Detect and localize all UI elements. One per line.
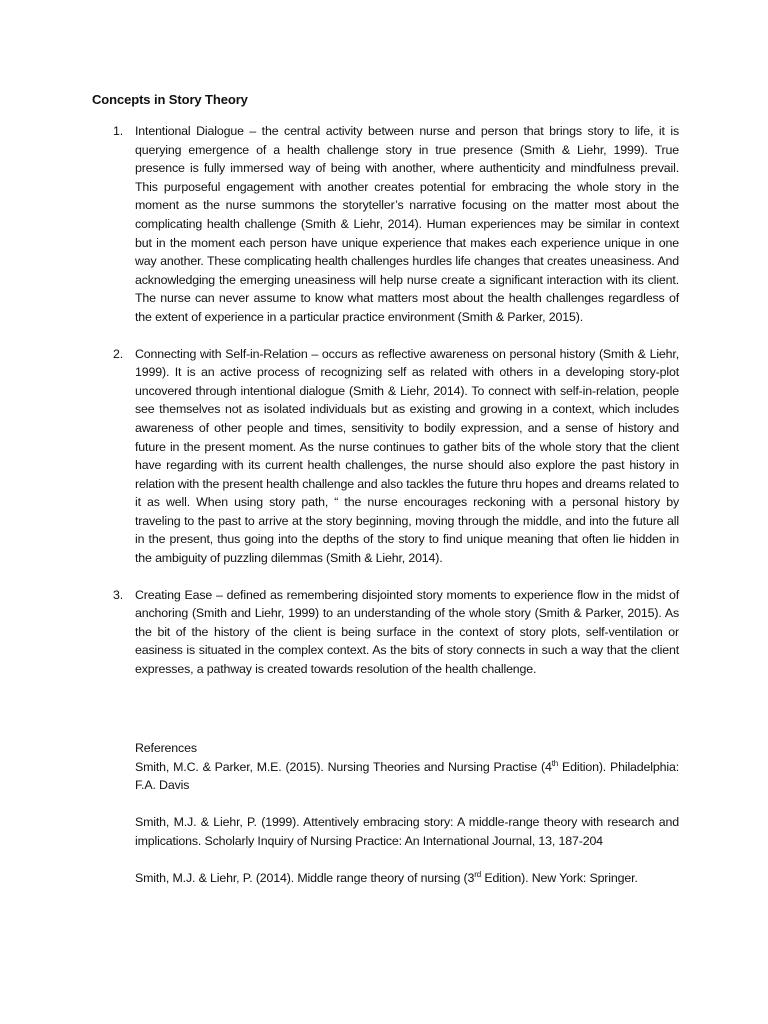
reference-text: Smith, M.C. & Parker, M.E. (2015). Nursing Theories and Nursing Practise (4 bbox=[135, 759, 552, 774]
references-heading: References bbox=[135, 741, 197, 755]
item-number: 2. bbox=[113, 346, 124, 361]
list-item bbox=[113, 345, 679, 568]
list-item bbox=[113, 586, 679, 679]
list-item bbox=[113, 122, 679, 327]
reference-text: Smith, M.J. & Liehr, P. (1999). Attentively embracing story: A middle-range theory with research and implications. Scholarly Inquiry of Nursing Practice: An International Journal, 13, 187-204 bbox=[135, 815, 679, 848]
item-number: 3. bbox=[113, 587, 124, 602]
item-text: Connecting with Self-in-Relation – occurs as reflective awareness on personal history (Smith & Liehr, 1999). It is an active process of recognizing self as related with others in a developing story-plot uncovered through intentional dialogue (Smith & Liehr, 2014). To connect with self-in-relation, people see themselves not as isolated individuals but as existing and growing in a context, which includes awareness of other people and times, sensitivity to bodily expression, and a sense of history and future in the present moment. As the nurse continues to gather bits of the whole story that the client have regarding with its current health challenges, the nurse should also explore the past history in relation with the present health challenge and also tackles the future thru hopes and dreams related to it as well. When using story path, “ the nurse encourages reckoning with a personal history by traveling to the past to arrive at the story beginning, moving through the middle, and into the future all in the present, thus going into the depths of the story to find unique meaning that often lie hidden in the ambiguity of puzzling dilemmas (Smith & Liehr, 2014). bbox=[135, 346, 679, 566]
reference-text-end: Edition). Philadelphia: F.A. Davis bbox=[135, 759, 679, 793]
document-title: Concepts in Story Theory bbox=[92, 92, 248, 107]
reference-text: Smith, M.J. & Liehr, P. (2014). Middle range theory of nursing (3 bbox=[135, 871, 475, 886]
reference-entry bbox=[135, 813, 679, 850]
reference-superscript: rd bbox=[474, 870, 482, 880]
reference-superscript: th bbox=[551, 758, 559, 768]
concepts-list bbox=[113, 122, 679, 697]
reference-text-end: Edition). New York: Springer. bbox=[481, 871, 638, 886]
references-section bbox=[135, 739, 679, 906]
reference-entry bbox=[135, 758, 679, 795]
item-text: Intentional Dialogue – the central activity between nurse and person that brings story to life, it is querying emergence of a health challenge story in true presence (Smith & Liehr, 1999). True presence is fully immersed way of being with another, where authenticity and mindfulness prevail. This purposeful engagement with another creates potential for embracing the whole story in the moment as the nurse summons the storyteller’s narrative focusing on the matter most about the complicating health challenge (Smith & Liehr, 2014). Human experiences may be similar in context but in the moment each person have unique experience that makes each experience unique in one way another. These complicating health challenges hurdles life changes that creates uneasiness. And acknowledging the emerging uneasiness will help nurse create a significant interaction with its client. The nurse can never assume to know what matters most about the health challenges regardless of the extent of experience in a particular practice environment (Smith & Parker, 2015). bbox=[135, 124, 679, 324]
item-number: 1. bbox=[113, 124, 124, 138]
item-text: Creating Ease – defined as remembering disjointed story moments to experience flow in the midst of anchoring (Smith and Liehr, 1999) to an understanding of the whole story (Smith & Parker, 2015). As the bit of the history of the client is being surface in the context of story plots, self-ventilation or easiness is situated in the complex context. As the bits of story connects in such a way that the client expresses, a pathway is created towards resolution of the health challenge. bbox=[135, 587, 679, 677]
reference-entry bbox=[135, 869, 679, 888]
